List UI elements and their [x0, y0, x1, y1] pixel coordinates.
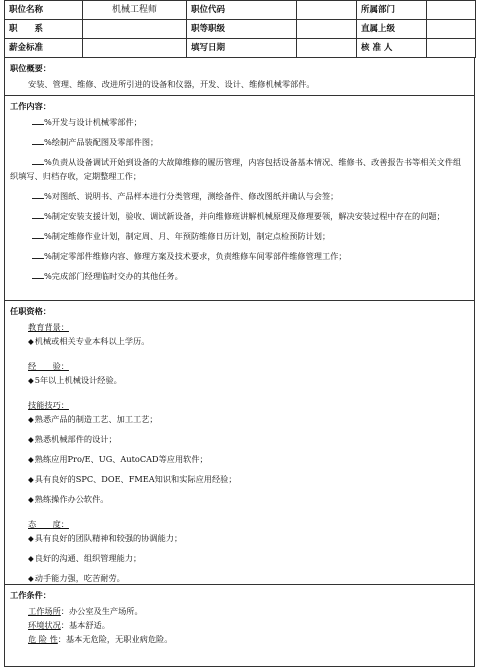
blank-field: [32, 155, 44, 165]
position-name-value: 机械工程师: [83, 1, 187, 20]
duties-title: 工作内容：: [10, 101, 51, 111]
blank-field: [32, 249, 44, 259]
qualifications-title: 任职资格：: [10, 306, 51, 316]
duty-item: [10, 269, 469, 283]
duties-list: [10, 115, 469, 283]
duty-text: %对图纸、说明书、产品样本进行分类管理，测绘备件、修改图纸并确认与会签；: [44, 191, 339, 201]
conditions-title: 工作条件：: [10, 590, 51, 600]
environment-label: 环境状况: [28, 620, 61, 630]
overview-title: 职位概要：: [10, 63, 51, 73]
education-label: 教育背景：: [28, 322, 69, 332]
duties-section: [4, 96, 475, 301]
qualification-item: ◆ 熟练操作办公软件。: [28, 492, 469, 507]
grade-label: 职等职级: [187, 20, 297, 39]
risk-line: [28, 632, 469, 646]
risk-value: ：基本无危险，无职业病危险。: [57, 634, 173, 644]
blank-field: [32, 189, 44, 199]
position-code-value: [297, 1, 357, 20]
salary-label: 薪金标准: [5, 39, 83, 58]
approver-label: 核 准 人: [357, 39, 427, 58]
environment-line: [28, 618, 469, 632]
blank-field: [32, 115, 44, 125]
header-row: [5, 39, 476, 58]
grade-value: [297, 20, 357, 39]
duty-item: [10, 249, 469, 263]
blank-field: [32, 229, 44, 239]
duty-text: %完成部门经理临时交办的其他任务。: [44, 271, 183, 281]
header-table: [4, 0, 476, 58]
workplace-line: [28, 604, 469, 618]
position-name-label: 职位名称: [5, 1, 83, 20]
header-row: [5, 20, 476, 39]
duty-item: [10, 155, 469, 183]
overview-text: 安装、管理、维修、改进所引进的设备和仪器，开发、设计、维修机械零部件。: [28, 79, 315, 89]
job-family-label: 职 系: [5, 20, 83, 39]
blank-field: [32, 269, 44, 279]
qualification-item: ◆ 动手能力强，吃苦耐劳。: [28, 571, 469, 586]
supervisor-label: 直属上级: [357, 20, 427, 39]
qualification-item: ◆ 5年以上机械设计经验。: [28, 373, 469, 388]
risk-label: 危 险 性: [28, 634, 58, 644]
duty-item: [10, 229, 469, 243]
salary-value: [83, 39, 187, 58]
approver-value: [427, 39, 476, 58]
duty-item: [10, 189, 469, 203]
job-family-value: [83, 20, 187, 39]
duty-text: %制定维修作业计划，制定周、月、年预防维修日历计划，制定点检预防计划；: [44, 231, 331, 241]
qualifications-section: [4, 301, 475, 585]
workplace-value: ：办公室及生产场所。: [60, 606, 143, 616]
conditions-section: [4, 585, 475, 667]
duty-item: [10, 115, 469, 129]
duty-text: %制定零部件维修内容、修理方案及技术要求，负责维修车间零部件维修管理工作；: [44, 251, 347, 261]
duty-text: %绘制产品装配图及零部件图；: [44, 137, 159, 147]
fill-date-label: 填写日期: [187, 39, 297, 58]
skills-label: 技能技巧：: [28, 400, 69, 410]
duty-item: [10, 209, 469, 223]
environment-value: ：基本舒适。: [60, 620, 110, 630]
qualification-item: ◆ 熟悉机械部件的设计；: [28, 432, 469, 447]
position-code-label: 职位代码: [187, 1, 297, 20]
job-description-form: [4, 0, 475, 667]
duty-text: %负责从设备调试开始到设备的大故障维修的履历管理，内容包括设备基本情况、维修书、改善报告书等相关文件组织填写、归档存收，定期整理工作；: [10, 157, 462, 181]
blank-field: [32, 209, 44, 219]
duty-text: %开发与设计机械零部件；: [44, 117, 142, 127]
duty-item: [10, 135, 469, 149]
fill-date-value: [297, 39, 357, 58]
qualification-item: ◆ 具有良好的团队精神和较强的协调能力；: [28, 531, 469, 546]
qualification-item: ◆ 熟练应用Pro/E、UG、AutoCAD等应用软件；: [28, 452, 469, 467]
qualification-item: ◆ 具有良好的SPC、DOE、FMEA知识和实际应用经验；: [28, 472, 469, 487]
qualification-item: ◆ 熟悉产品的制造工艺、加工工艺；: [28, 412, 469, 427]
department-label: 所属部门: [357, 1, 427, 20]
header-row: [5, 1, 476, 20]
duty-text: %制定安装支援计划，验收、调试新设备，并向维修班讲解机械原理及修理要领，解决安装过程中存在的问题；: [44, 211, 445, 221]
blank-field: [32, 135, 44, 145]
qualification-item: ◆ 机械或相关专业本科以上学历。: [28, 334, 469, 349]
attitude-label: 态 度：: [28, 519, 69, 529]
workplace-label: 工作场所: [28, 606, 61, 616]
department-value: [427, 1, 476, 20]
supervisor-value: [427, 20, 476, 39]
overview-section: [4, 58, 475, 96]
qualification-item: ◆ 良好的沟通、组织管理能力；: [28, 551, 469, 566]
experience-label: 经 验：: [28, 361, 69, 371]
